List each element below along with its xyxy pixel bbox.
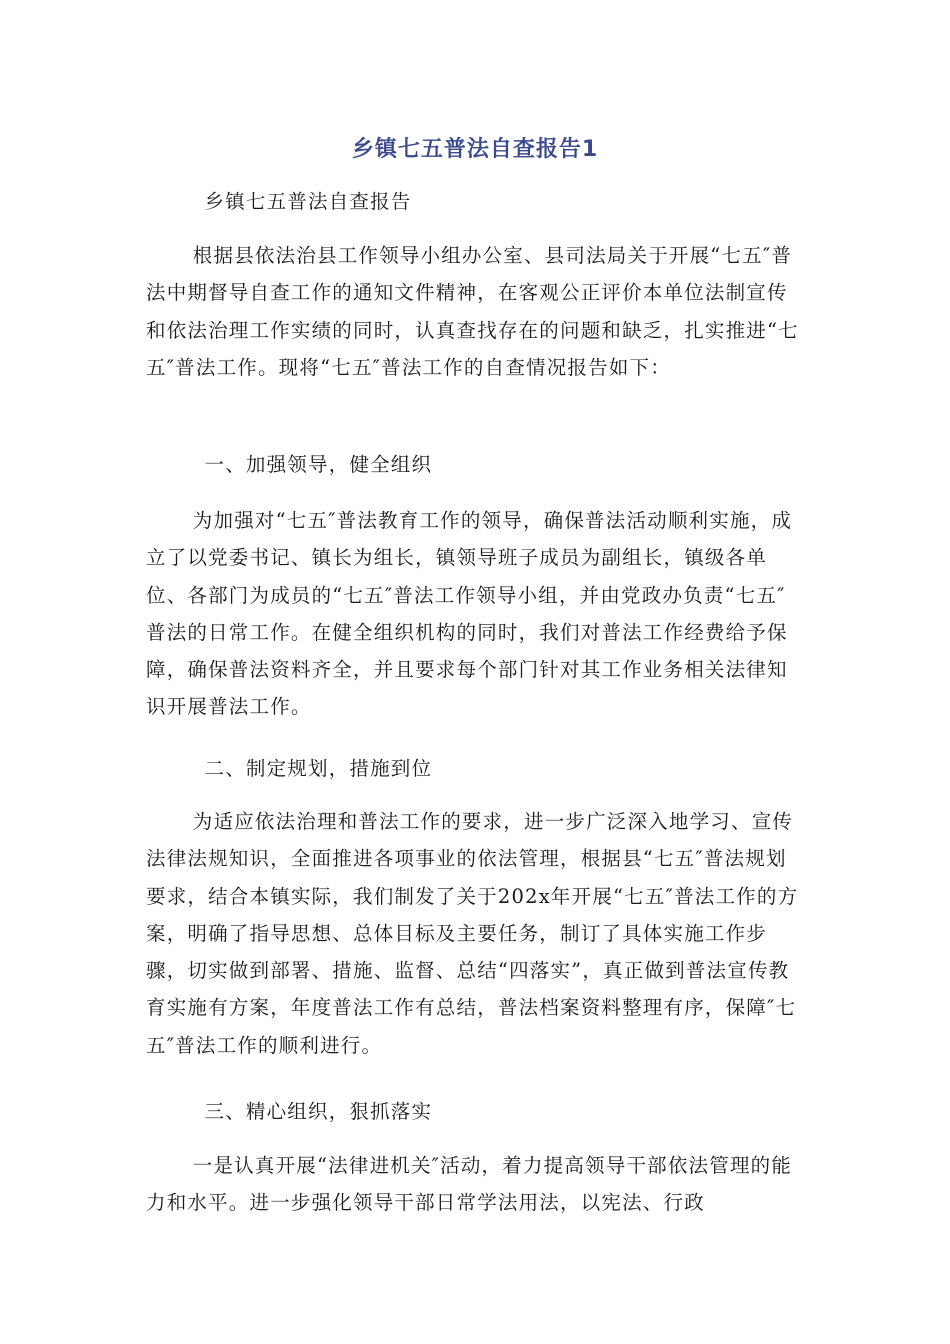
section-heading-1: 一、加强领导，健全组织	[204, 453, 433, 476]
paragraph-section-2: 为适应依法治理和普法工作的要求，进一步广泛深入地学习、宣传法律法规知识，全面推进各项事业的依法管理，根据县“七五″普法规划要求，结合本镇实际，我们制发了关于202x年开展“七五″普法工作的方案，明确了指导思想、总体目标及主要任务，制订了具体实施工作步骤，切实做到部署、措施、监督、总结“四落实”，真正做到普法宣传教育实施有方案，年度普法工作有总结，普法档案资料整理有序，保障″七五″普法工作的顺利进行。	[146, 810, 799, 1057]
section-heading-2: 二、制定规划，措施到位	[204, 757, 433, 780]
paragraph-section-1: 为加强对“七五″普法教育工作的领导，确保普法活动顺利实施，成立了以党委书记、镇长为组长，镇领导班子成员为副组长，镇级各单位、各部门为成员的“七五″普法工作领导小组，并由党政办负责“七五″普法的日常工作。在健全组织机构的同时，我们对普法工作经费给予保障，确保普法资料齐全，并且要求每个部门针对其工作业务相关法律知识开展普法工作。	[146, 509, 793, 719]
document-subtitle: 乡镇七五普法自查报告	[204, 190, 412, 213]
paragraph-section-3: 一是认真开展“法律进机关″活动，着力提高领导干部依法管理的能力和水平。进一步强化领导干部日常学法用法，以宪法、行政	[146, 1154, 793, 1215]
section-heading-3: 三、精心组织，狠抓落实	[204, 1100, 433, 1123]
paragraph-intro: 根据县依法治县工作领导小组办公室、县司法局关于开展“七五″普法中期督导自查工作的通知文件精神，在客观公正评价本单位法制宣传和依法治理工作实绩的同时，认真查找存在的问题和缺乏，扎实推进“七五″普法工作。现将“七五″普法工作的自查情况报告如下：	[146, 244, 799, 379]
document-title: 乡镇七五普法自查报告1	[351, 137, 599, 162]
